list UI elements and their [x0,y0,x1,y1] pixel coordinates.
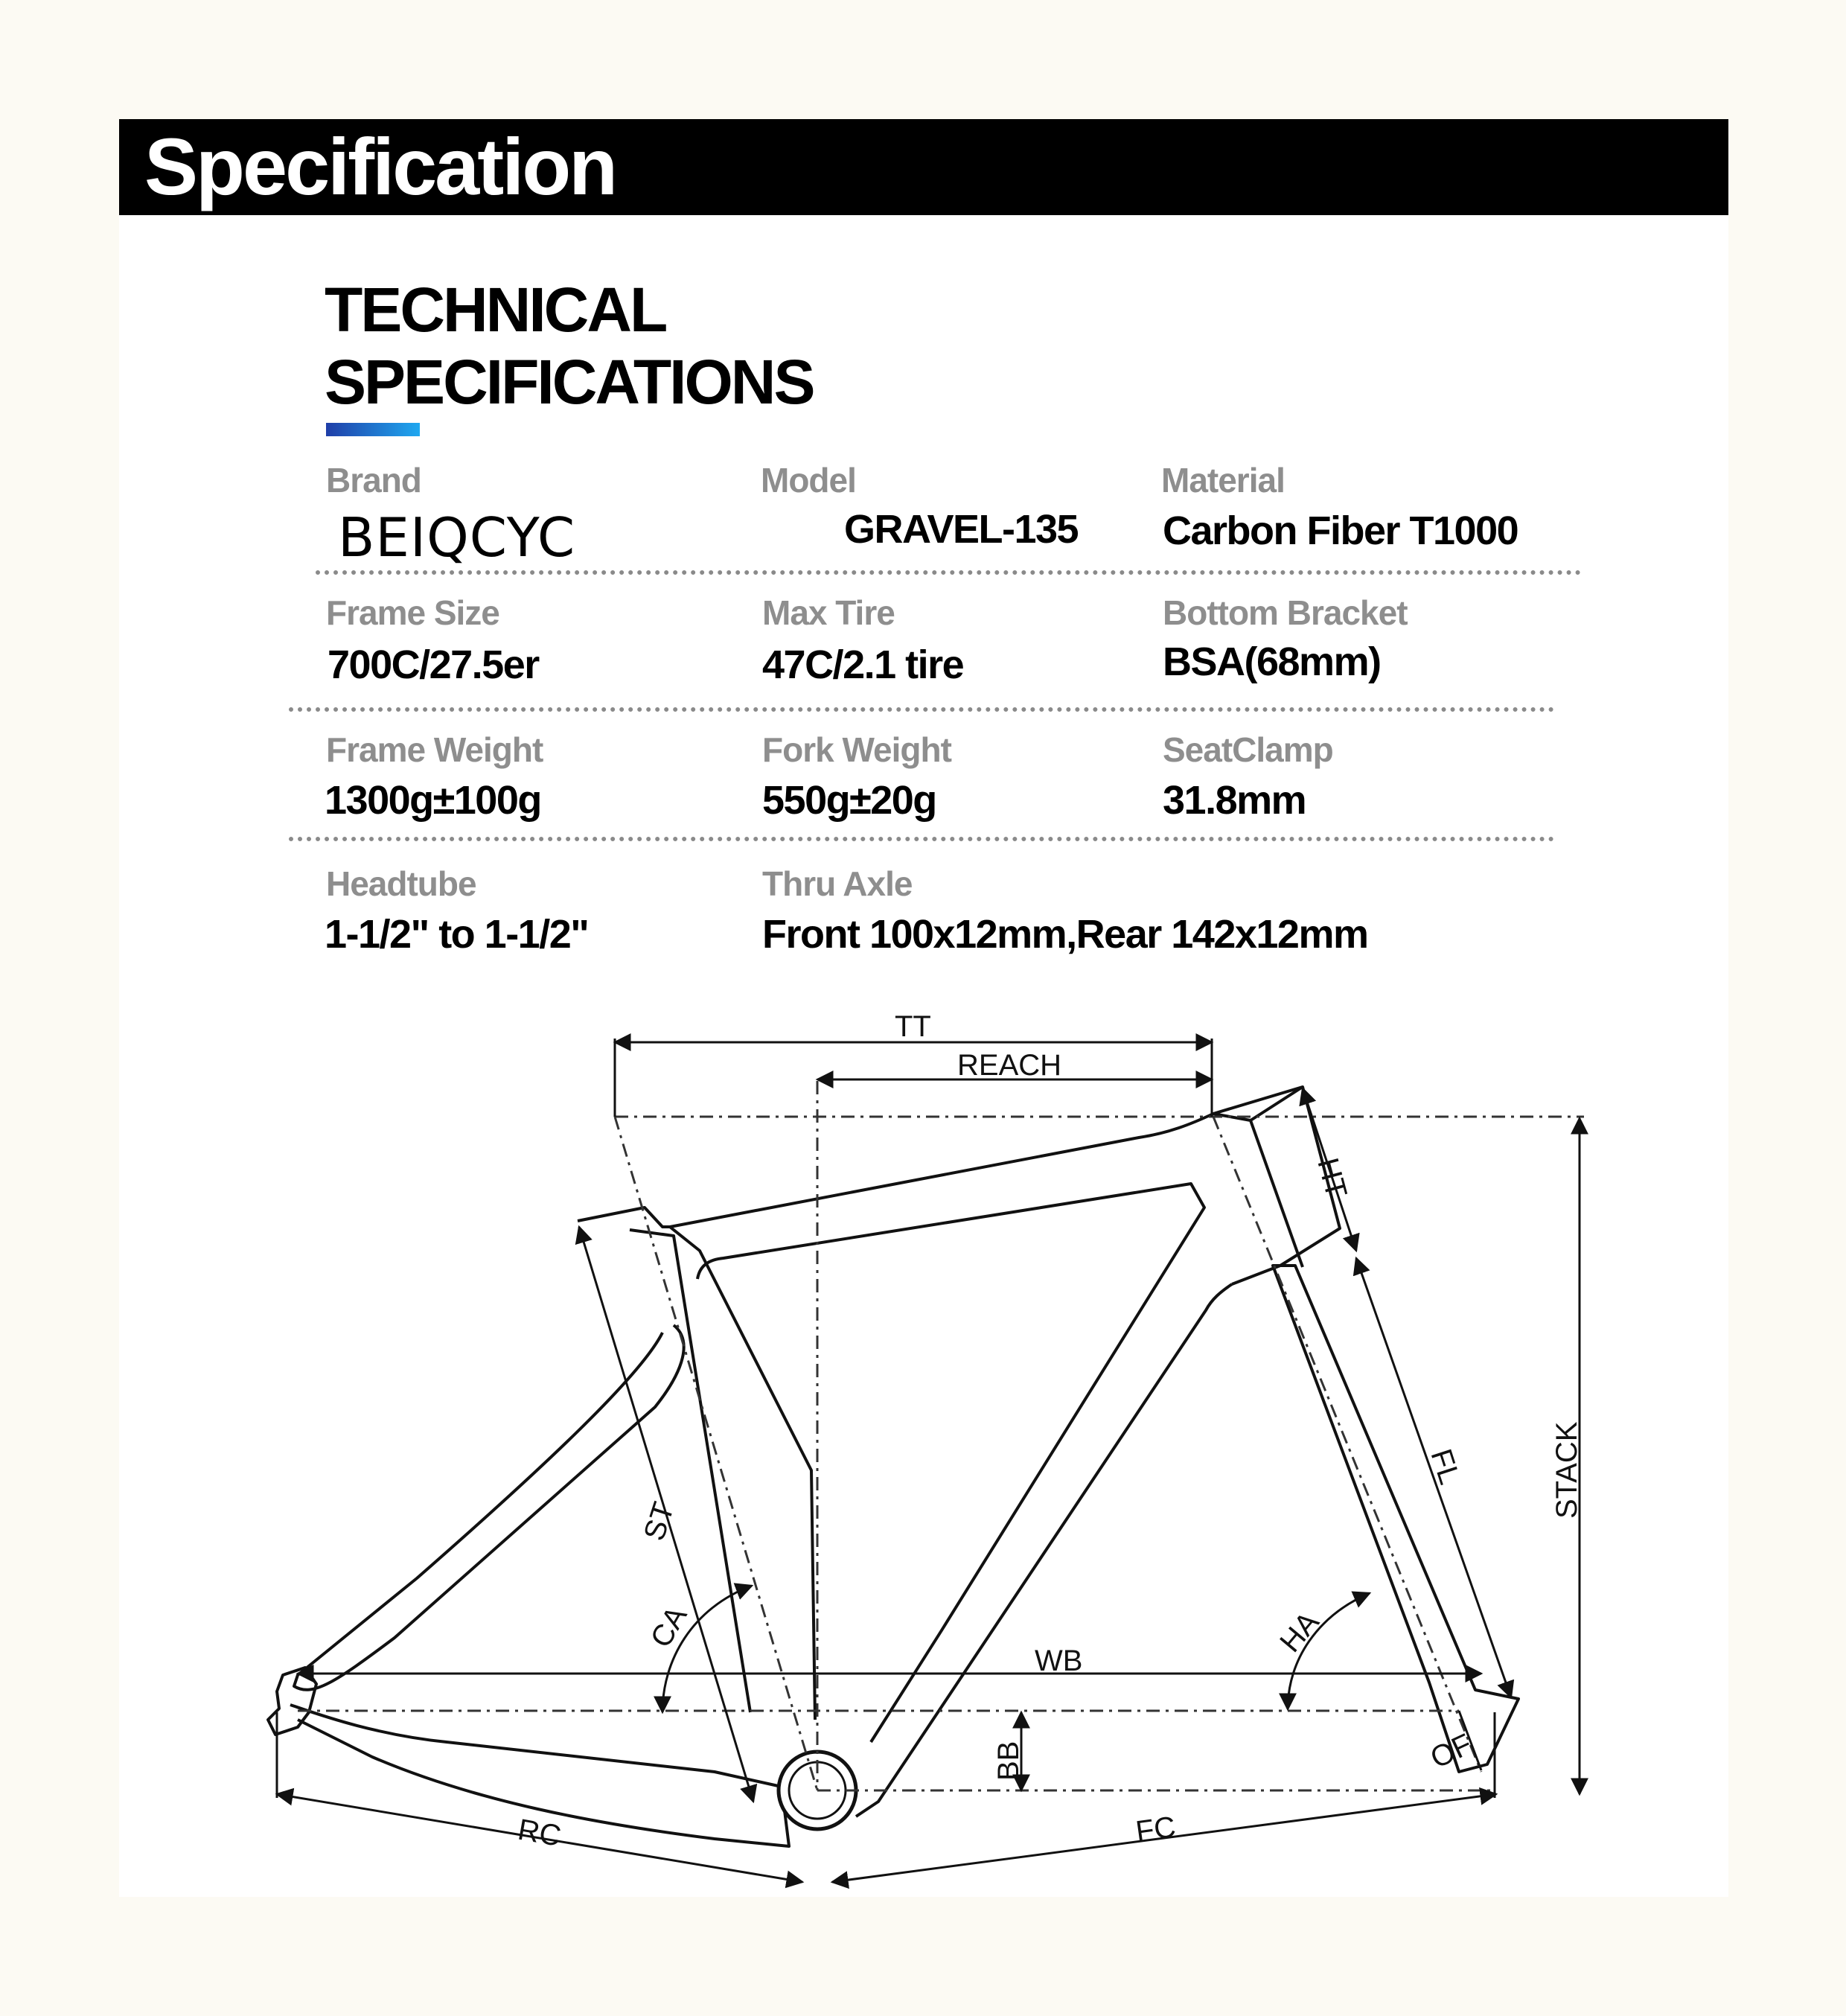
frame-outline [268,1087,1518,1846]
ht-label: HT [1311,1154,1353,1202]
page-title: Specification [144,121,616,211]
seat-clamp-label: SeatClamp [1163,730,1333,769]
bb-label: BB [992,1741,1025,1781]
brand-logo: BEIQCYC [338,506,576,569]
thru-axle-label: Thru Axle [762,864,913,903]
rc-label: RC [515,1813,563,1853]
inner-triangle [697,1184,1204,1742]
frame-size-label: Frame Size [326,593,499,632]
thru-axle-value: Front 100x12mm,Rear 142x12mm [762,912,1368,957]
stack-label: STACK [1550,1421,1583,1519]
model-label: Model [761,461,856,500]
down-tube-outline [856,1284,1232,1816]
st-label: ST [637,1498,681,1545]
headtube-value: 1-1/2" to 1-1/2" [325,912,589,957]
dimension-lines [277,1039,1580,1882]
frame-weight-label: Frame Weight [326,730,543,769]
of-label: OF [1425,1727,1478,1776]
heading-line-1: TECHNICAL [325,275,666,345]
seat-tube-outline [578,1208,815,1720]
seat-clamp-value: 31.8mm [1163,778,1306,823]
model-value: GRAVEL-135 [844,507,1079,552]
fl-label: FL [1424,1445,1466,1489]
ha-label: HA [1274,1605,1326,1659]
dimension-labels [515,1010,1583,1853]
headtube-label: Headtube [326,864,476,903]
material-label: Material [1161,461,1285,500]
wb-label: WB [1035,1645,1083,1677]
reach-label: REACH [957,1049,1062,1082]
bottom-bracket-label: Bottom Bracket [1163,593,1408,632]
fork-weight-label: Fork Weight [762,730,951,769]
frame-weight-value: 1300g±100g [325,778,541,823]
fork-outline [1273,1266,1518,1772]
head-tube-outline [1213,1087,1303,1267]
ca-label: CA [644,1601,694,1653]
tt-label: TT [895,1010,931,1043]
max-tire-label: Max Tire [762,593,895,632]
frame-size-value: 700C/27.5er [328,642,539,687]
fc-label: FC [1134,1810,1178,1848]
material-value: Carbon Fiber T1000 [1163,508,1518,553]
bottom-bracket-value: BSA(68mm) [1163,639,1381,684]
fork-weight-value: 550g±20g [762,778,936,823]
max-tire-value: 47C/2.1 tire [762,642,964,687]
heading-line-2: SPECIFICATIONS [325,347,814,417]
seat-tube-inner [630,1230,750,1712]
construction-lines [298,1081,1584,1790]
brand-label: Brand [326,461,421,500]
